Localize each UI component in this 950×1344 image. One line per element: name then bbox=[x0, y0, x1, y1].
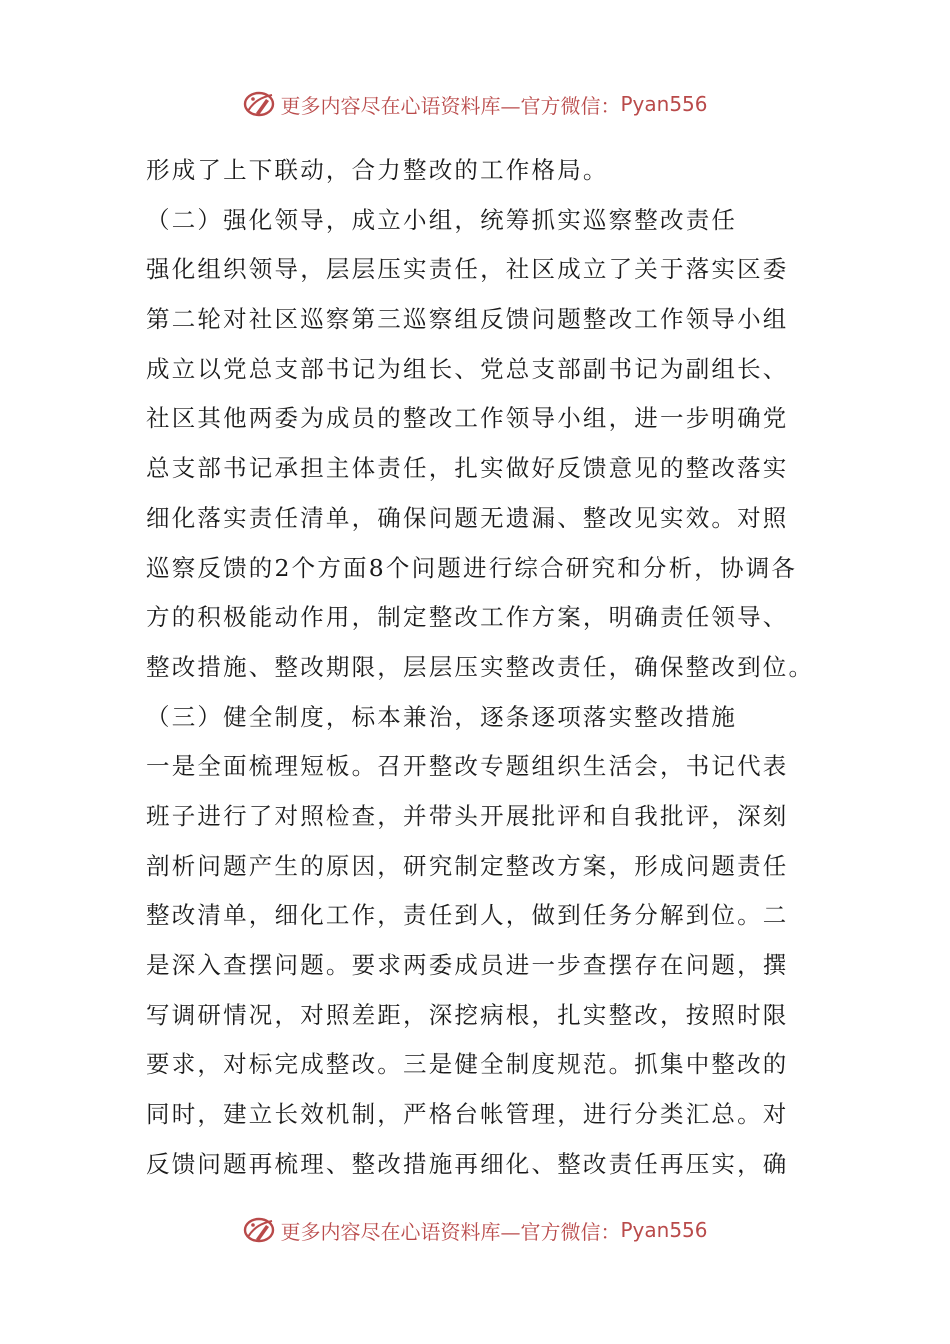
section-heading-2: （二）强化领导，成立小组，统筹抓实巡察整改责任 bbox=[146, 205, 738, 234]
text-line: 整改措施、整改期限，层层压实整改责任，确保整改到位。 bbox=[146, 652, 815, 681]
text-line: 第二轮对社区巡察第三巡察组反馈问题整改工作领导小组 bbox=[146, 305, 789, 334]
text-line: 反馈问题再梳理、整改措施再细化、整改责任再压实，确 bbox=[146, 1149, 789, 1178]
pen-ribbon-logo-icon bbox=[242, 1213, 276, 1247]
text-line: 同时，建立长效机制，严格台帐管理，进行分类汇总。对 bbox=[146, 1100, 789, 1129]
text-line: 要求，对标完成整改。三是健全制度规范。抓集中整改的 bbox=[146, 1050, 789, 1079]
text-line: 巡察反馈的2个方面8个问题进行综合研究和分析，协调各 bbox=[146, 553, 798, 582]
text-line: 剖析问题产生的原因，研究制定整改方案，形成问题责任 bbox=[146, 851, 789, 880]
watermark-wechat-id: Pyan556 bbox=[620, 92, 708, 116]
text-line: 细化落实责任清单，确保问题无遗漏、整改见实效。对照 bbox=[146, 503, 789, 532]
text-line: 强化组织领导，层层压实责任，社区成立了关于落实区委 bbox=[146, 255, 789, 284]
header-watermark-banner bbox=[0, 84, 950, 124]
text-line: 是深入查摆问题。要求两委成员进一步查摆存在问题，撰 bbox=[146, 951, 789, 979]
text-line: 方的积极能动作用，制定整改工作方案，明确责任领导、 bbox=[146, 603, 789, 632]
pen-ribbon-logo-icon bbox=[242, 87, 276, 121]
watermark-text: 更多内容尽在心语资料库—官方微信： bbox=[280, 1219, 621, 1244]
text-line: 形成了上下联动，合力整改的工作格局。 bbox=[146, 156, 609, 184]
section-heading-3: （三）健全制度，标本兼治，逐条逐项落实整改措施 bbox=[146, 702, 738, 731]
watermark-wechat-id: Pyan556 bbox=[620, 1218, 708, 1242]
text-line: 成立以党总支部书记为组长、党总支部副书记为副组长、 bbox=[146, 354, 789, 383]
watermark-text: 更多内容尽在心语资料库—官方微信： bbox=[280, 93, 621, 118]
text-line: 社区其他两委为成员的整改工作领导小组，进一步明确党 bbox=[146, 404, 789, 433]
text-line: 一是全面梳理短板。召开整改专题组织生活会，书记代表 bbox=[146, 752, 789, 781]
footer-watermark-banner bbox=[0, 1210, 950, 1250]
text-line: 总支部书记承担主体责任，扎实做好反馈意见的整改落实 bbox=[146, 454, 789, 483]
text-line: 班子进行了对照检查，并带头开展批评和自我批评，深刻 bbox=[146, 801, 789, 830]
text-line: 整改清单，细化工作，责任到人，做到任务分解到位。二 bbox=[146, 901, 789, 930]
document-body bbox=[146, 146, 816, 1189]
text-line: 写调研情况，对照差距，深挖病根，扎实整改，按照时限 bbox=[146, 1000, 789, 1029]
